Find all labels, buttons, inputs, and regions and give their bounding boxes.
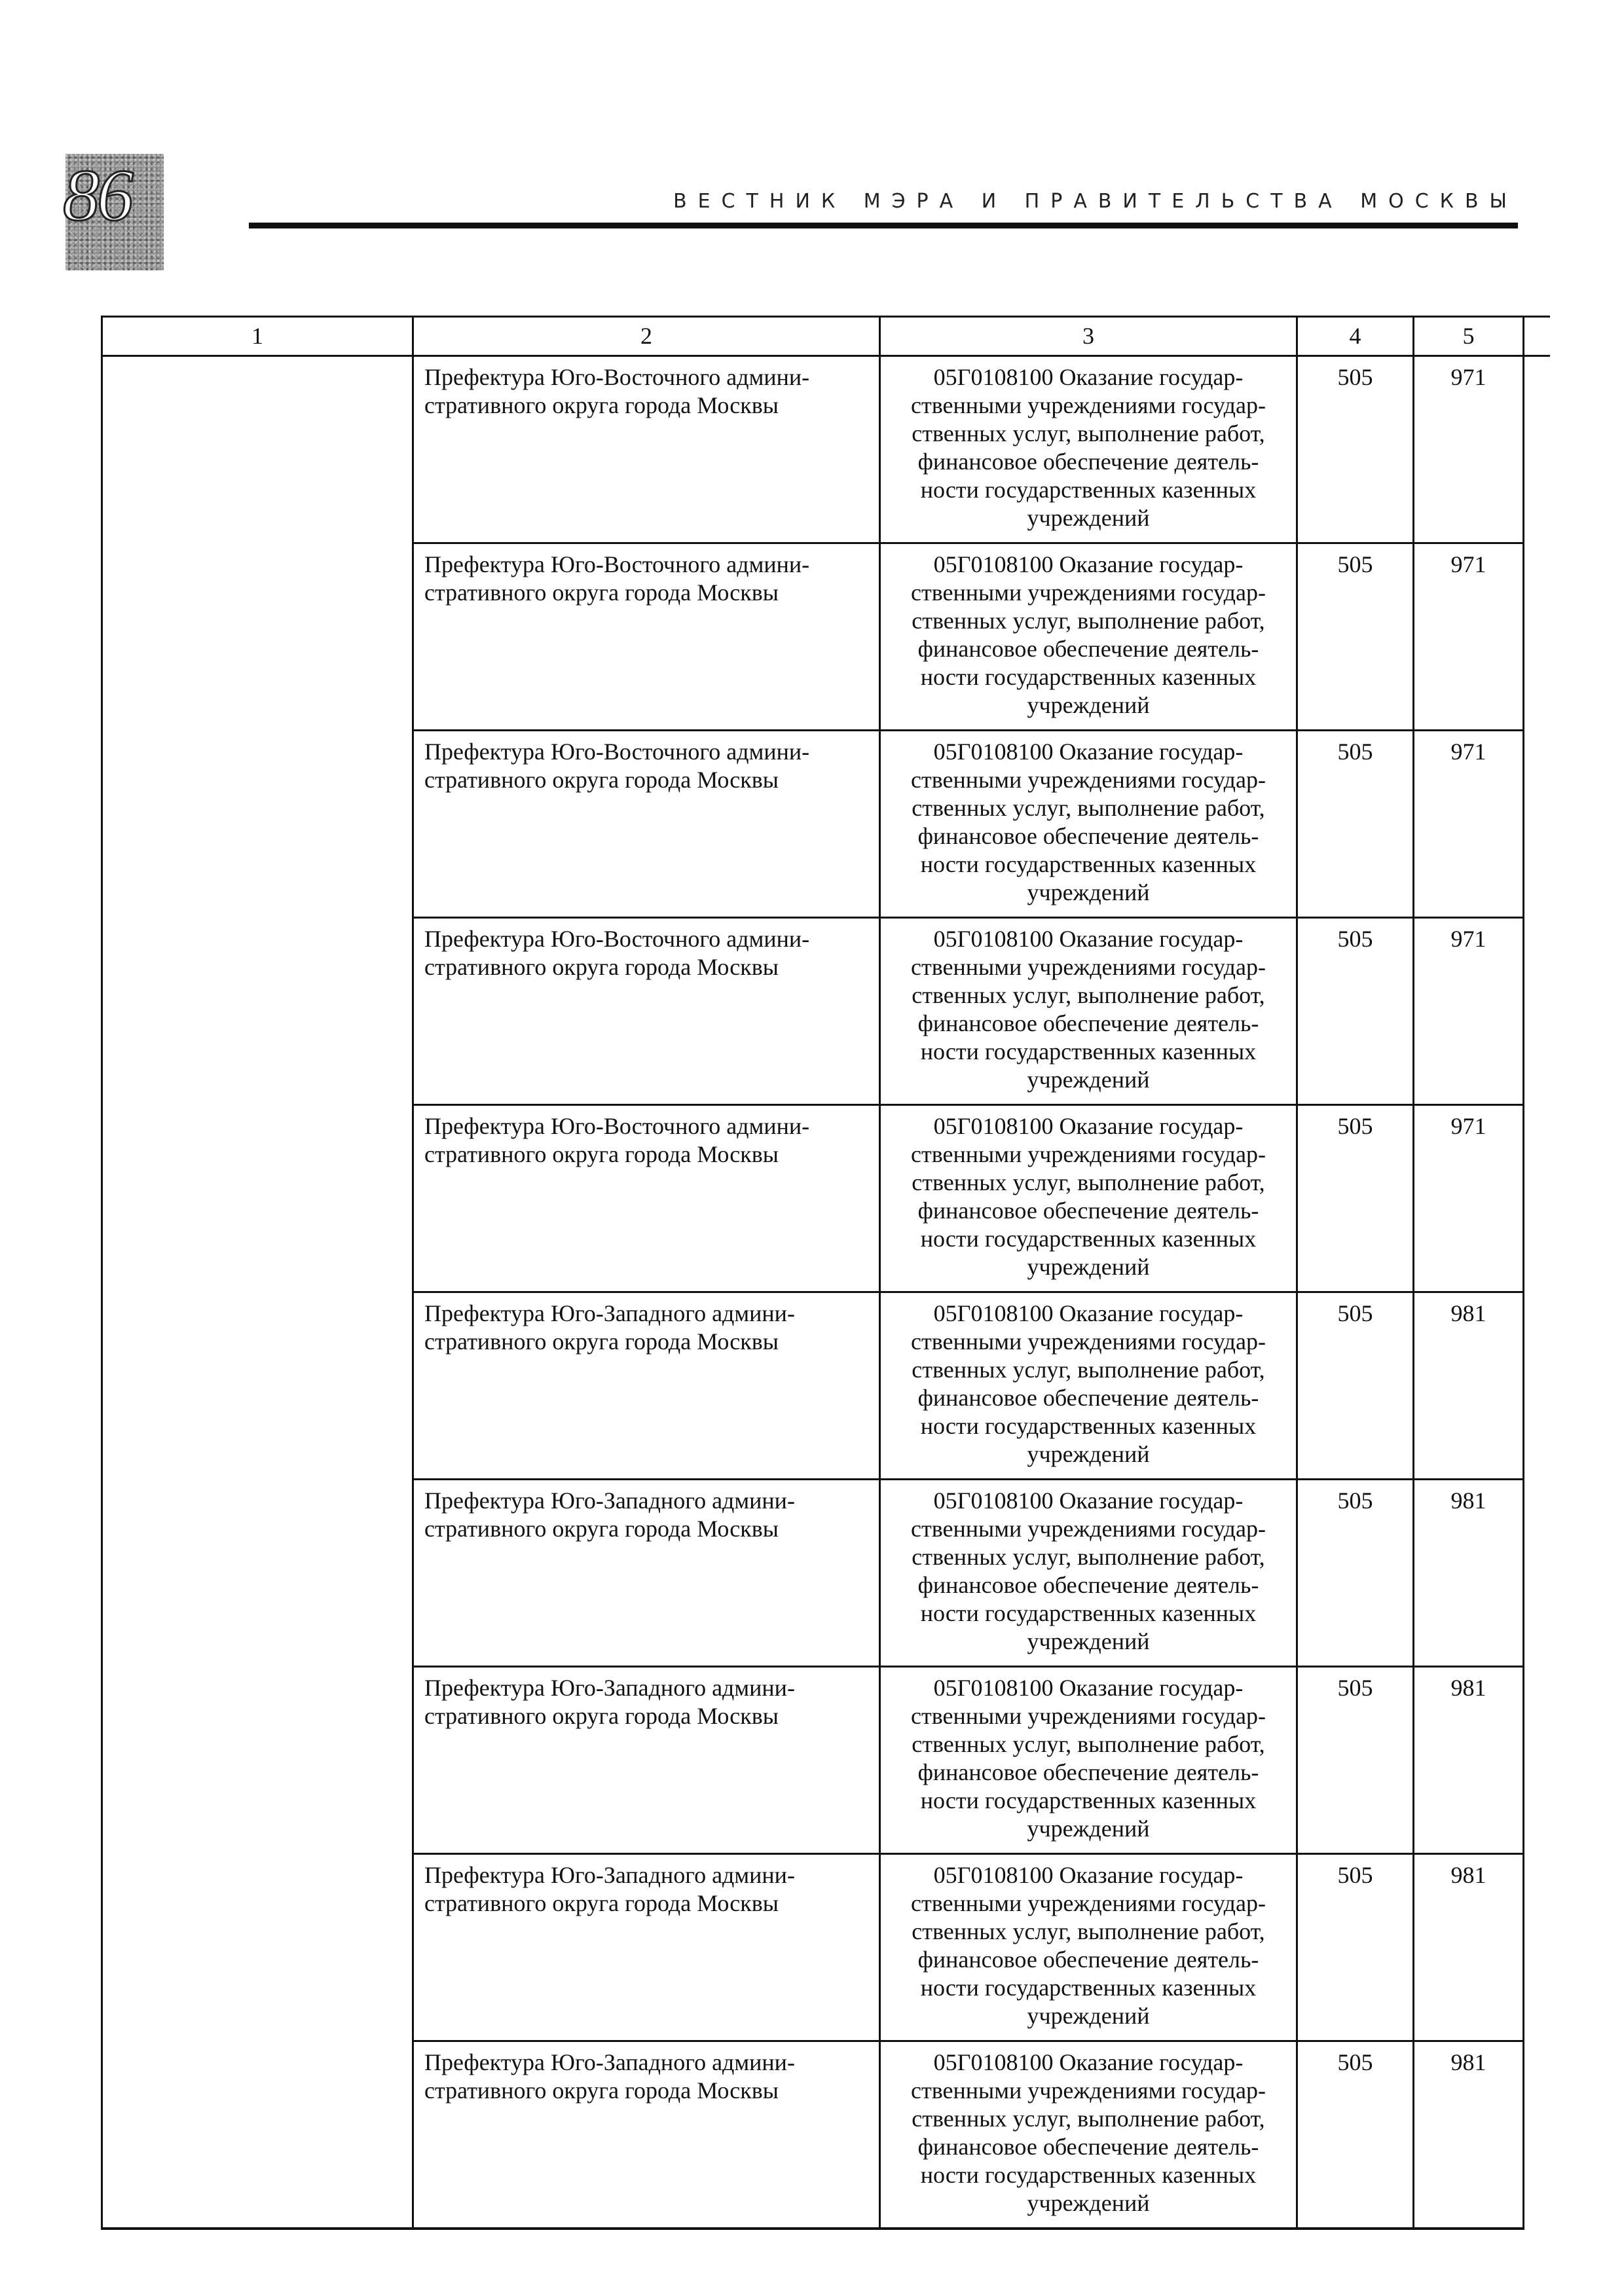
code4-cell: 505 bbox=[1297, 1667, 1414, 1854]
row-cell-col1 bbox=[102, 1667, 413, 1854]
purpose-cell: 05Г0108100 Оказание государ- ственными учреждениями государ- ственных услуг, выполнение работ, финансовое обеспечение деятель- ности государственных казенных учреждений bbox=[880, 1105, 1297, 1292]
code4-cell: 505 bbox=[1297, 1105, 1414, 1292]
code5-cell: 981 bbox=[1414, 2041, 1524, 2229]
code5-cell: 971 bbox=[1414, 1105, 1524, 1292]
purpose-cell: 05Г0108100 Оказание государ- ственными учреждениями государ- ственных услуг, выполнение работ, финансовое обеспечение деятель- ности государственных казенных учреждений bbox=[880, 1292, 1297, 1480]
code4-cell: 505 bbox=[1297, 918, 1414, 1105]
table-row bbox=[102, 1480, 1550, 1667]
row-cell-col1 bbox=[102, 731, 413, 918]
header-rule bbox=[249, 223, 1518, 228]
code5-cell: 971 bbox=[1414, 356, 1524, 543]
code5-cell: 971 bbox=[1414, 731, 1524, 918]
table-row bbox=[102, 1292, 1550, 1480]
row-cell-col1 bbox=[102, 543, 413, 731]
code4-cell: 505 bbox=[1297, 356, 1414, 543]
org-name-cell: Префектура Юго-Восточного админи- стративного округа города Москвы bbox=[413, 1105, 880, 1292]
header-cell-2: 2 bbox=[413, 317, 880, 356]
row-cell-col1 bbox=[102, 2041, 413, 2229]
table-row bbox=[102, 2041, 1550, 2229]
purpose-cell: 05Г0108100 Оказание государ- ственными учреждениями государ- ственных услуг, выполнение работ, финансовое обеспечение деятель- ности государственных казенных учреждений bbox=[880, 543, 1297, 731]
table-header-row bbox=[102, 317, 1550, 356]
header-cell-3: 3 bbox=[880, 317, 1297, 356]
header-cell-1: 1 bbox=[102, 317, 413, 356]
code5-cell: 971 bbox=[1414, 543, 1524, 731]
purpose-cell: 05Г0108100 Оказание государ- ственными учреждениями государ- ственных услуг, выполнение работ, финансовое обеспечение деятель- ности государственных казенных учреждений bbox=[880, 918, 1297, 1105]
table-row bbox=[102, 1105, 1550, 1292]
code4-cell: 505 bbox=[1297, 1480, 1414, 1667]
org-name-cell: Префектура Юго-Западного админи- стративного округа города Москвы bbox=[413, 1292, 880, 1480]
purpose-cell: 05Г0108100 Оказание государ- ственными учреждениями государ- ственных услуг, выполнение работ, финансовое обеспечение деятель- ности государственных казенных учреждений bbox=[880, 1854, 1297, 2041]
header-cell-5: 5 bbox=[1414, 317, 1524, 356]
purpose-cell: 05Г0108100 Оказание государ- ственными учреждениями государ- ственных услуг, выполнение работ, финансовое обеспечение деятель- ности государственных казенных учреждений bbox=[880, 1480, 1297, 1667]
page-number-badge bbox=[65, 154, 164, 270]
row-cell-col1 bbox=[102, 1854, 413, 2041]
row-cell-col1 bbox=[102, 918, 413, 1105]
code5-cell: 981 bbox=[1414, 1854, 1524, 2041]
purpose-cell: 05Г0108100 Оказание государ- ственными учреждениями государ- ственных услуг, выполнение работ, финансовое обеспечение деятель- ности государственных казенных учреждений bbox=[880, 356, 1297, 543]
code5-cell: 981 bbox=[1414, 1292, 1524, 1480]
header-cell-4: 4 bbox=[1297, 317, 1414, 356]
table-row bbox=[102, 356, 1550, 543]
row-cell-col6 bbox=[1524, 543, 1550, 731]
budget-table bbox=[101, 316, 1550, 2230]
row-cell-col6 bbox=[1524, 731, 1550, 918]
row-cell-col6 bbox=[1524, 918, 1550, 1105]
org-name-cell: Префектура Юго-Восточного админи- стративного округа города Москвы bbox=[413, 918, 880, 1105]
code4-cell: 505 bbox=[1297, 2041, 1414, 2229]
row-cell-col1 bbox=[102, 1105, 413, 1292]
table-row bbox=[102, 543, 1550, 731]
purpose-cell: 05Г0108100 Оказание государ- ственными учреждениями государ- ственных услуг, выполнение работ, финансовое обеспечение деятель- ности государственных казенных учреждений bbox=[880, 2041, 1297, 2229]
purpose-cell: 05Г0108100 Оказание государ- ственными учреждениями государ- ственных услуг, выполнение работ, финансовое обеспечение деятель- ности государственных казенных учреждений bbox=[880, 731, 1297, 918]
code4-cell: 505 bbox=[1297, 543, 1414, 731]
code5-cell: 981 bbox=[1414, 1667, 1524, 1854]
row-cell-col6 bbox=[1524, 2041, 1550, 2229]
org-name-cell: Префектура Юго-Восточного админи- стративного округа города Москвы bbox=[413, 543, 880, 731]
org-name-cell: Префектура Юго-Западного админи- стративного округа города Москвы bbox=[413, 2041, 880, 2229]
code4-cell: 505 bbox=[1297, 1292, 1414, 1480]
row-cell-col6 bbox=[1524, 1292, 1550, 1480]
row-cell-col6 bbox=[1524, 1667, 1550, 1854]
org-name-cell: Префектура Юго-Восточного админи- стративного округа города Москвы bbox=[413, 731, 880, 918]
purpose-cell: 05Г0108100 Оказание государ- ственными учреждениями государ- ственных услуг, выполнение работ, финансовое обеспечение деятель- ности государственных казенных учреждений bbox=[880, 1667, 1297, 1854]
row-cell-col6 bbox=[1524, 356, 1550, 543]
row-cell-col1 bbox=[102, 1292, 413, 1480]
org-name-cell: Префектура Юго-Восточного админи- стративного округа города Москвы bbox=[413, 356, 880, 543]
table-row bbox=[102, 918, 1550, 1105]
header-cell-6 bbox=[1524, 317, 1550, 356]
table-row bbox=[102, 1667, 1550, 1854]
row-cell-col1 bbox=[102, 1480, 413, 1667]
table-row bbox=[102, 731, 1550, 918]
table-row bbox=[102, 1854, 1550, 2041]
page-number: 86 bbox=[63, 155, 131, 236]
org-name-cell: Префектура Юго-Западного админи- стративного округа города Москвы bbox=[413, 1480, 880, 1667]
running-header: ВЕСТНИК МЭРА И ПРАВИТЕЛЬСТВА МОСКВЫ bbox=[673, 190, 1518, 213]
row-cell-col1 bbox=[102, 356, 413, 543]
org-name-cell: Префектура Юго-Западного админи- стративного округа города Москвы bbox=[413, 1854, 880, 2041]
code5-cell: 971 bbox=[1414, 918, 1524, 1105]
row-cell-col6 bbox=[1524, 1105, 1550, 1292]
code4-cell: 505 bbox=[1297, 1854, 1414, 2041]
org-name-cell: Префектура Юго-Западного админи- стративного округа города Москвы bbox=[413, 1667, 880, 1854]
row-cell-col6 bbox=[1524, 1854, 1550, 2041]
code4-cell: 505 bbox=[1297, 731, 1414, 918]
code5-cell: 981 bbox=[1414, 1480, 1524, 1667]
row-cell-col6 bbox=[1524, 1480, 1550, 1667]
